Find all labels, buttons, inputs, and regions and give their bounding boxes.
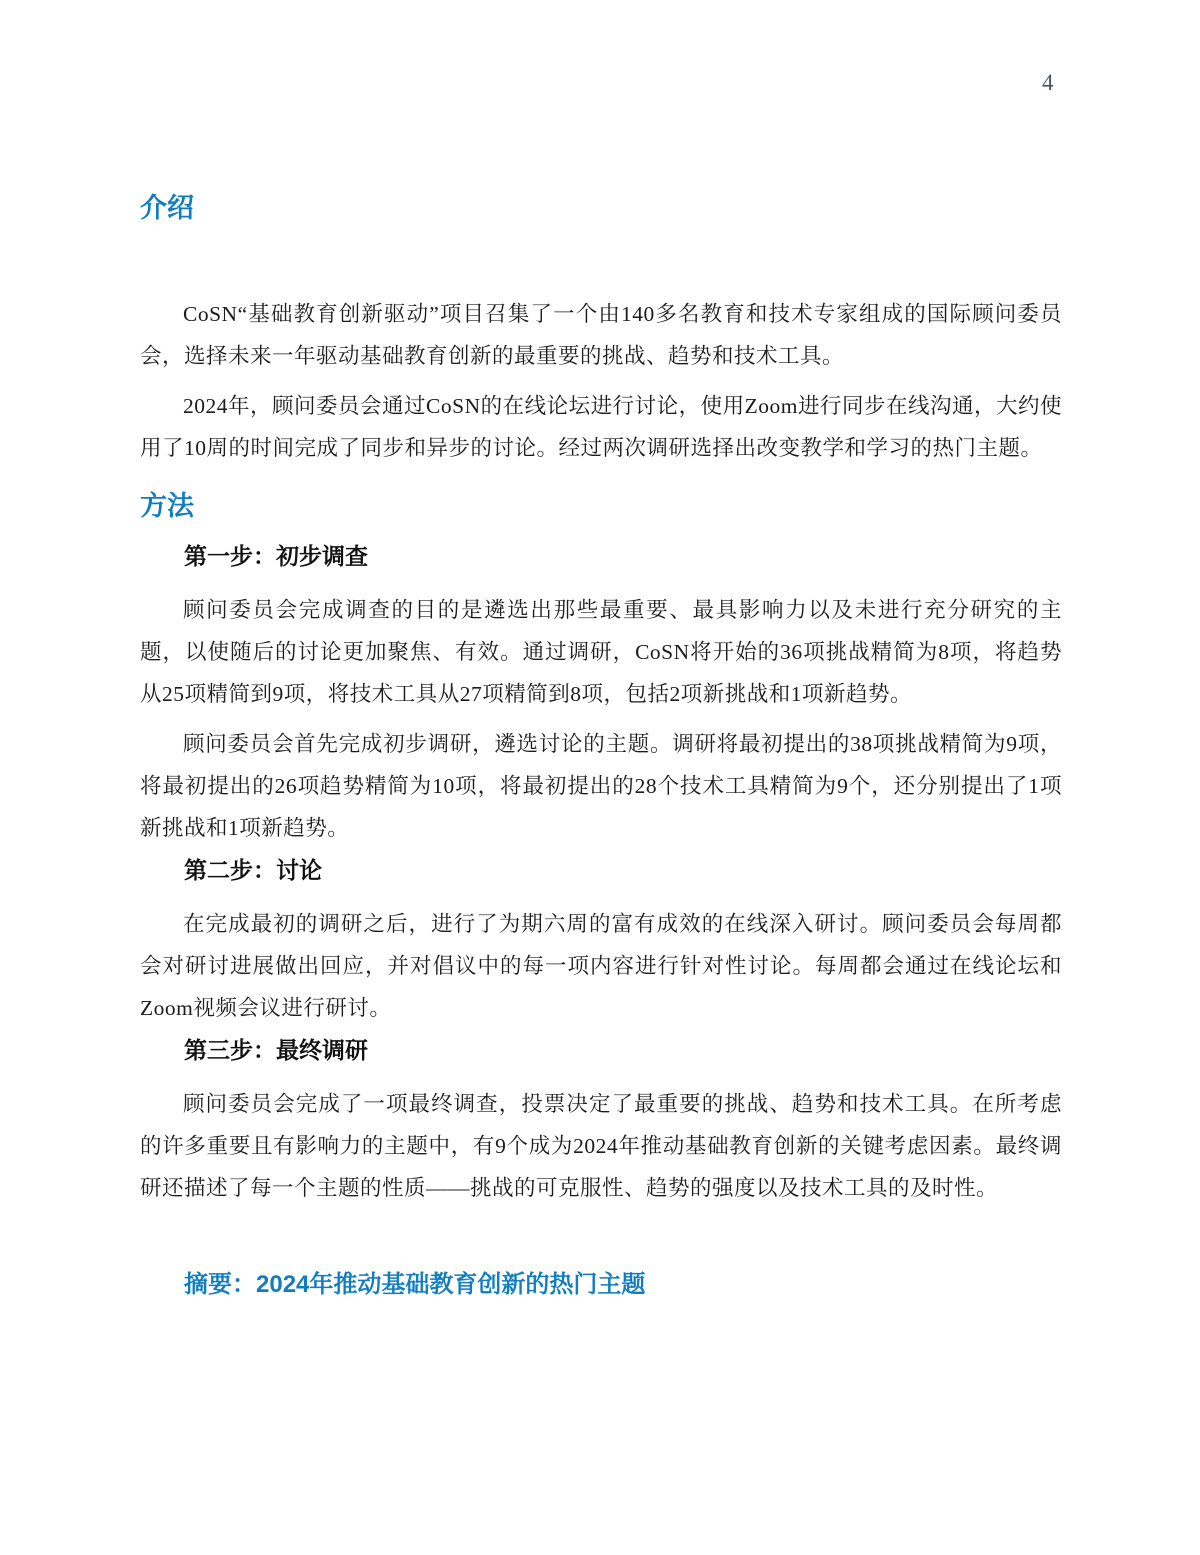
summary-heading: 摘要：2024年推动基础教育创新的热门主题 [184,1271,646,1298]
intro-paragraph: 2024年，顾问委员会通过CoSN的在线论坛进行讨论，使用Zoom进行同步在线沟通，大约使用了10周的时间完成了同步和异步的讨论。经过两次调研选择出改变教学和学习的热门主题。 [140,394,1062,460]
step1-title: 第一步：初步调查 [184,543,368,569]
intro-section-heading: 介绍 [140,193,194,223]
step2-title: 第二步：讨论 [184,857,322,883]
intro-paragraph: CoSN“基础教育创新驱动”项目召集了一个由140多名教育和技术专家组成的国际顾问委员会，选择未来一年驱动基础教育创新的最重要的挑战、趋势和技术工具。 [140,302,1062,368]
page-content [140,0,1062,1299]
step2-paragraph: 在完成最初的调研之后，进行了为期六周的富有成效的在线深入研讨。顾问委员会每周都会对研讨进展做出回应，并对倡议中的每一项内容进行针对性讨论。每周都会通过在线论坛和Zoom视频会议进行研讨。 [140,912,1062,1020]
step3-paragraph: 顾问委员会完成了一项最终调查，投票决定了最重要的挑战、趋势和技术工具。在所考虑的许多重要且有影响力的主题中，有9个成为2024年推动基础教育创新的关键考虑因素。最终调研还描述了每一个主题的性质——挑战的可克服性、趋势的强度以及技术工具的及时性。 [140,1092,1062,1200]
step3-title: 第三步：最终调研 [184,1037,368,1063]
page-number: 4 [1042,70,1054,95]
step1-paragraph: 顾问委员会完成调查的目的是遴选出那些最重要、最具影响力以及未进行充分研究的主题，以使随后的讨论更加聚焦、有效。通过调研，CoSN将开始的36项挑战精简为8项，将趋势从25项精简到9项，将技术工具从27项精简到8项，包括2项新挑战和1项新趋势。 [140,598,1062,706]
method-section-heading: 方法 [140,491,194,521]
step1-paragraph: 顾问委员会首先完成初步调研，遴选讨论的主题。调研将最初提出的38项挑战精简为9项，将最初提出的26项趋势精简为10项，将最初提出的28个技术工具精简为9个，还分别提出了1项新挑战和1项新趋势。 [140,732,1062,840]
